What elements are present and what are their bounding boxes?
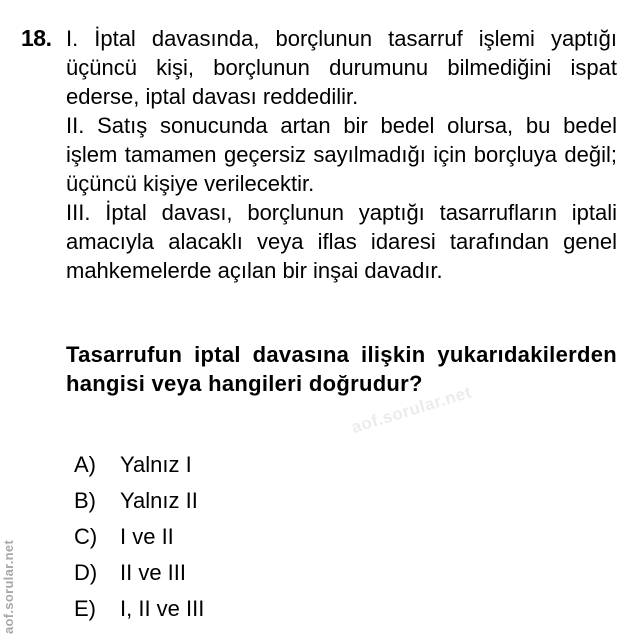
option-text: Yalnız I: [120, 452, 192, 477]
answer-options: [74, 448, 204, 628]
question-stem: [66, 24, 617, 285]
option-d[interactable]: [74, 556, 204, 592]
watermark-side: aof.sorular.net: [1, 539, 16, 634]
option-a[interactable]: [74, 448, 204, 484]
option-letter: C): [74, 524, 98, 549]
option-letter: E): [74, 596, 96, 621]
option-text: Yalnız II: [120, 488, 198, 513]
statement-2: II. Satış sonucunda artan bir bedel olursa, bu bedel işlem tamamen geçersiz sayılmadığı için borçluya değil; üçüncü kişiye verilecektir.: [66, 113, 617, 196]
option-letter: B): [74, 488, 96, 513]
option-c[interactable]: [74, 520, 204, 556]
option-text: I, II ve III: [120, 596, 205, 621]
option-e[interactable]: [74, 592, 204, 628]
option-text: II ve III: [120, 560, 187, 585]
option-letter: D): [74, 560, 98, 585]
option-letter: A): [74, 452, 96, 477]
option-b[interactable]: [74, 484, 204, 520]
question-prompt: Tasarrufun iptal davasına ilişkin yukarıdakilerden hangisi veya hangileri doğrudur?: [66, 342, 617, 396]
statement-1: I. İptal davasında, borçlunun tasarruf işlemi yaptığı üçüncü kişi, borçlunun durumunu bilmediğini ispat ederse, iptal davası reddedilir.: [66, 26, 617, 109]
statement-3: III. İptal davası, borçlunun yaptığı tasarrufların iptali amacıyla alacaklı veya iflas idaresi tarafından genel mahkemelerde açılan bir inşai davadır.: [66, 200, 617, 283]
option-text: I ve II: [120, 524, 174, 549]
watermark-diagonal: aof.sorular.net: [349, 382, 474, 438]
question-number: 18.: [21, 25, 52, 51]
